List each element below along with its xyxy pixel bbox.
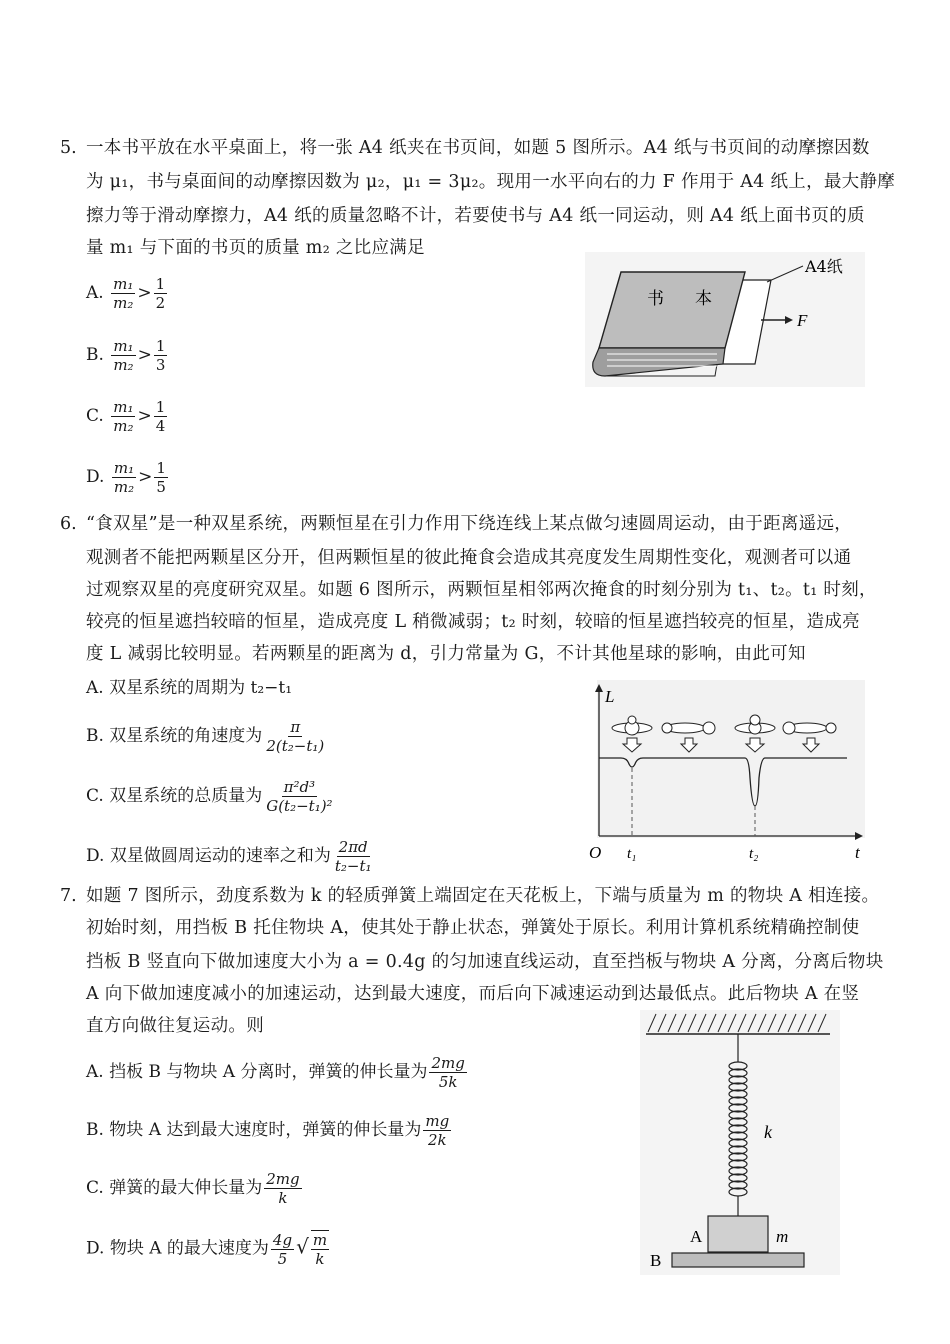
q5-option-d[interactable]: D. $\frac{\text{m₁}}{\text{m₂}}$ > $\frac{1}{5}$ [86,459,166,496]
q7-line-5: 直方向做往复运动。则 [86,1016,264,1036]
q5-option-c[interactable]: C. $\frac{\text{m₁}}{\text{m₂}}$ > $\frac{1}{4}$ [86,398,166,435]
q7-line-1: 如题 7 图所示，劲度系数为 k 的轻质弹簧上端固定在天花板上，下端与质量为 m 的物块 A 相连接。 [86,886,880,906]
q7-option-c[interactable]: C. 弹簧的最大伸长量为 $\frac{2mg}{k}$ [86,1170,300,1207]
q6-line-3: 过观察双星的亮度研究双星。如题 6 图所示，两颗恒星相邻两次掩食的时刻分别为 t₁、t₂。t₁ 时刻， [86,580,877,600]
spring-label: k [764,1122,772,1142]
q5-option-c-ratio: $\frac{\text{m₁}}{\text{m₂}}$ [113,398,134,435]
q5-option-d-label: D. [86,467,105,487]
q7-number: 7. [60,886,77,906]
q7-line-3: 挡板 B 竖直向下做加速度大小为 a = 0.4g 的匀加速直线运动，直至挡板与物块 A 分离，分离后物块 [86,952,884,972]
q6-option-d[interactable]: D. 双星做圆周运动的速率之和为 $\frac{2\pi d}{\text{t₂−t₁}}$ [86,838,372,875]
q5-line-3: 擦力等于滑动摩擦力，A4 纸的质量忽略不计，若要使书与 A4 纸一同运动，则 A4 纸上面书页的质 [86,206,865,226]
y-axis-label: L [605,687,615,706]
origin-label: O [589,843,602,862]
mass-label: m [776,1227,789,1246]
q6-figure-light-curve [585,680,870,865]
q7-line-2: 初始时刻，用挡板 B 托住物块 A，使其处于静止状态，弹簧处于原长。利用计算机系统精确控制使 [86,918,860,938]
book-cover [599,272,745,348]
q6-number: 6. [60,514,77,534]
q5-figure-book [585,252,865,387]
q6-line-4: 较亮的恒星遮挡较暗的恒星，造成亮度 L 稍微减弱；t₂ 时刻，较暗的恒星遮挡较亮的恒星，造成亮 [86,612,860,632]
q6-line-1: “食双星”是一种双星系统，两颗恒星在引力作用下绕连线上某点做匀速圆周运动，由于距离遥远， [86,514,853,534]
t2-label: t₂ [749,846,759,862]
q5-option-a-label: A. [86,283,104,303]
book-text-1: 书 [647,289,664,309]
plate-b [672,1253,804,1267]
q7-figure-spring [640,1010,840,1275]
q5-number: 5. [60,138,77,158]
a4-paper-label: A4纸 [805,257,843,276]
t1-label: t₁ [627,846,637,862]
q7-option-d[interactable]: D. 物块 A 的最大速度为 $\frac{4g}{5}$ √ $\frac{m}{k}$ [86,1230,328,1268]
q5-option-a[interactable]: A. $\frac{\text{m₁}}{\text{m₂}}$ > $\frac{1}{2}$ [86,275,166,312]
q5-option-b-label: B. [86,345,104,365]
q7-line-4: A 向下做加速度减小的加速运动，达到最大速度，而后向下减速运动到达最低点。此后物块 A 在竖 [86,984,860,1004]
q7-option-a[interactable]: A. 挡板 B 与物块 A 分离时，弹簧的伸长量为 $\frac{2mg}{5k}$ [86,1054,465,1091]
q7-option-b[interactable]: B. 物块 A 达到最大速度时，弹簧的伸长量为 $\frac{mg}{2k}$ [86,1112,450,1149]
q6-line-2: 观测者不能把两颗星区分开，但两颗恒星的彼此掩食会造成其亮度发生周期性变化，观测者可以通 [86,548,852,568]
q5-line-2: 为 μ₁，书与桌面间的动摩擦因数为 μ₂，μ₁ = 3μ₂。现用一水平向右的力 F 作用于 A4 纸上，最大静摩 [86,172,896,192]
plate-label: B [650,1251,662,1270]
q5-option-b-ratio: $\frac{\text{m₁}}{\text{m₂}}$ [113,337,134,374]
q5-line-1: 一本书平放在水平桌面上，将一张 A4 纸夹在书页间，如题 5 图所示。A4 纸与书页间的动摩擦因数 [86,138,870,158]
q5-line-4: 量 m₁ 与下面的书页的质量 m₂ 之比应满足 [86,238,425,258]
block-a [708,1216,768,1252]
force-label: F [797,311,808,330]
block-label: A [690,1227,703,1246]
q6-option-c[interactable]: C. 双星系统的总质量为 $\frac{\text{π²d³}}{\text{G(t₂−t₁)²}}$ [86,778,333,815]
q5-option-c-label: C. [86,406,104,426]
q6-line-5: 度 L 减弱比较明显。若两颗星的距离为 d，引力常量为 G，不计其他星球的影响，由此可知 [86,644,806,664]
q5-option-d-ratio: $\frac{\text{m₁}}{\text{m₂}}$ [113,459,135,496]
book-text-2: 本 [695,289,712,309]
q6-option-b[interactable]: B. 双星系统的角速度为 $\frac{\pi}{\text{2(t₂−t₁)}}$ [86,718,325,755]
q5-option-a-ratio: $\frac{\text{m₁}}{\text{m₂}}$ [113,275,134,312]
q5-option-b[interactable]: B. $\frac{\text{m₁}}{\text{m₂}}$ > $\frac{1}{3}$ [86,337,166,374]
x-axis-label: t [855,843,860,862]
q6-option-a[interactable]: A. 双星系统的周期为 t₂−t₁ [86,678,293,698]
